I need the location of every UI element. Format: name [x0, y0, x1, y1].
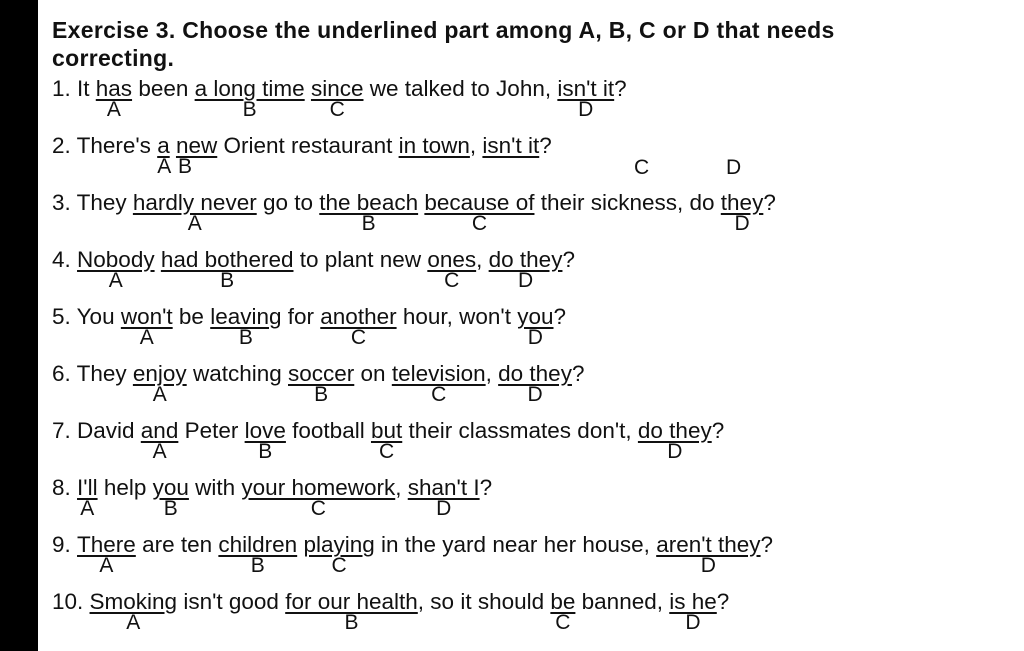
option-c: since C: [310, 76, 364, 121]
option-a: enjoy A: [132, 361, 187, 406]
option-c: because of C: [424, 190, 535, 235]
option-d: is he D: [669, 589, 717, 634]
option-a: Smoking A: [89, 589, 178, 634]
option-c: another C: [320, 304, 397, 349]
option-b: a long time B: [194, 76, 305, 121]
option-c: playing C: [303, 532, 375, 577]
option-b: children B: [218, 532, 298, 577]
option-d: isn't it: [482, 133, 540, 158]
question-2: 2. There's a A new B Orient restaurant in town, isn't it?: [52, 133, 552, 178]
option-d: they D: [720, 190, 764, 235]
question-7: 7. David and A Peter love B football but C their classmates don't, do they D ?: [52, 418, 725, 463]
option-c: but C: [370, 418, 403, 463]
question-4: 4. Nobody A had bothered B to plant new ones C , do they D ?: [52, 247, 575, 292]
option-c: be C: [550, 589, 576, 634]
option-b: you B: [152, 475, 189, 520]
option-a: a A: [157, 133, 172, 178]
option-b: leaving B: [210, 304, 282, 349]
option-b: had bothered B: [160, 247, 294, 292]
option-b: love B: [244, 418, 286, 463]
option-c: ones C: [427, 247, 477, 292]
option-d: shan't I D: [407, 475, 480, 520]
question-10: 10. Smoking A isn't good for our health B , so it should be C banned, is he D ?: [52, 589, 730, 634]
option-a: I'll A: [77, 475, 98, 520]
label-c-q2: C: [634, 156, 650, 179]
exercise-title: [52, 16, 835, 72]
label-d-q2: D: [726, 156, 742, 179]
question-8: 8. I'll A help you B with your homework C , shan't I D ?: [52, 475, 493, 520]
question-9: 9. There A are ten children B playing C in the yard near her house, aren't they D ?: [52, 532, 774, 577]
question-6: 6. They enjoy A watching soccer B on television C , do they D ?: [52, 361, 585, 406]
option-a: and A: [140, 418, 179, 463]
title-line-1: Exercise 3. Choose the underlined part among A, B, C or D that needs: [52, 17, 835, 43]
question-5: 5. You won't A be leaving B for another C hour, won't you D ?: [52, 304, 567, 349]
option-a: Nobody A: [77, 247, 155, 292]
option-a: has A: [95, 76, 133, 121]
question-1: 1. It has A been a long time B since C we talked to John, isn't it D ?: [52, 76, 627, 121]
option-d: do they D: [637, 418, 712, 463]
option-a: won't A: [120, 304, 173, 349]
title-line-2: correcting.: [52, 45, 175, 71]
option-d: do they D: [498, 361, 572, 406]
option-b: the beach B: [319, 190, 419, 235]
option-b: for our health B: [285, 589, 418, 634]
exercise-sheet: [38, 0, 1024, 651]
option-c: your homework C: [241, 475, 396, 520]
option-a: There A: [77, 532, 136, 577]
option-d: you D: [517, 304, 554, 349]
option-b: new B: [175, 133, 218, 178]
option-b: soccer B: [288, 361, 355, 406]
option-d: isn't it D: [557, 76, 615, 121]
option-d: aren't they D: [656, 532, 761, 577]
option-d: do they D: [488, 247, 563, 292]
option-a: hardly never A: [132, 190, 257, 235]
option-c: in town: [398, 133, 470, 158]
option-c: television C: [391, 361, 486, 406]
question-3: 3. They hardly never A go to the beach B because of C their sickness, do they D ?: [52, 190, 776, 235]
